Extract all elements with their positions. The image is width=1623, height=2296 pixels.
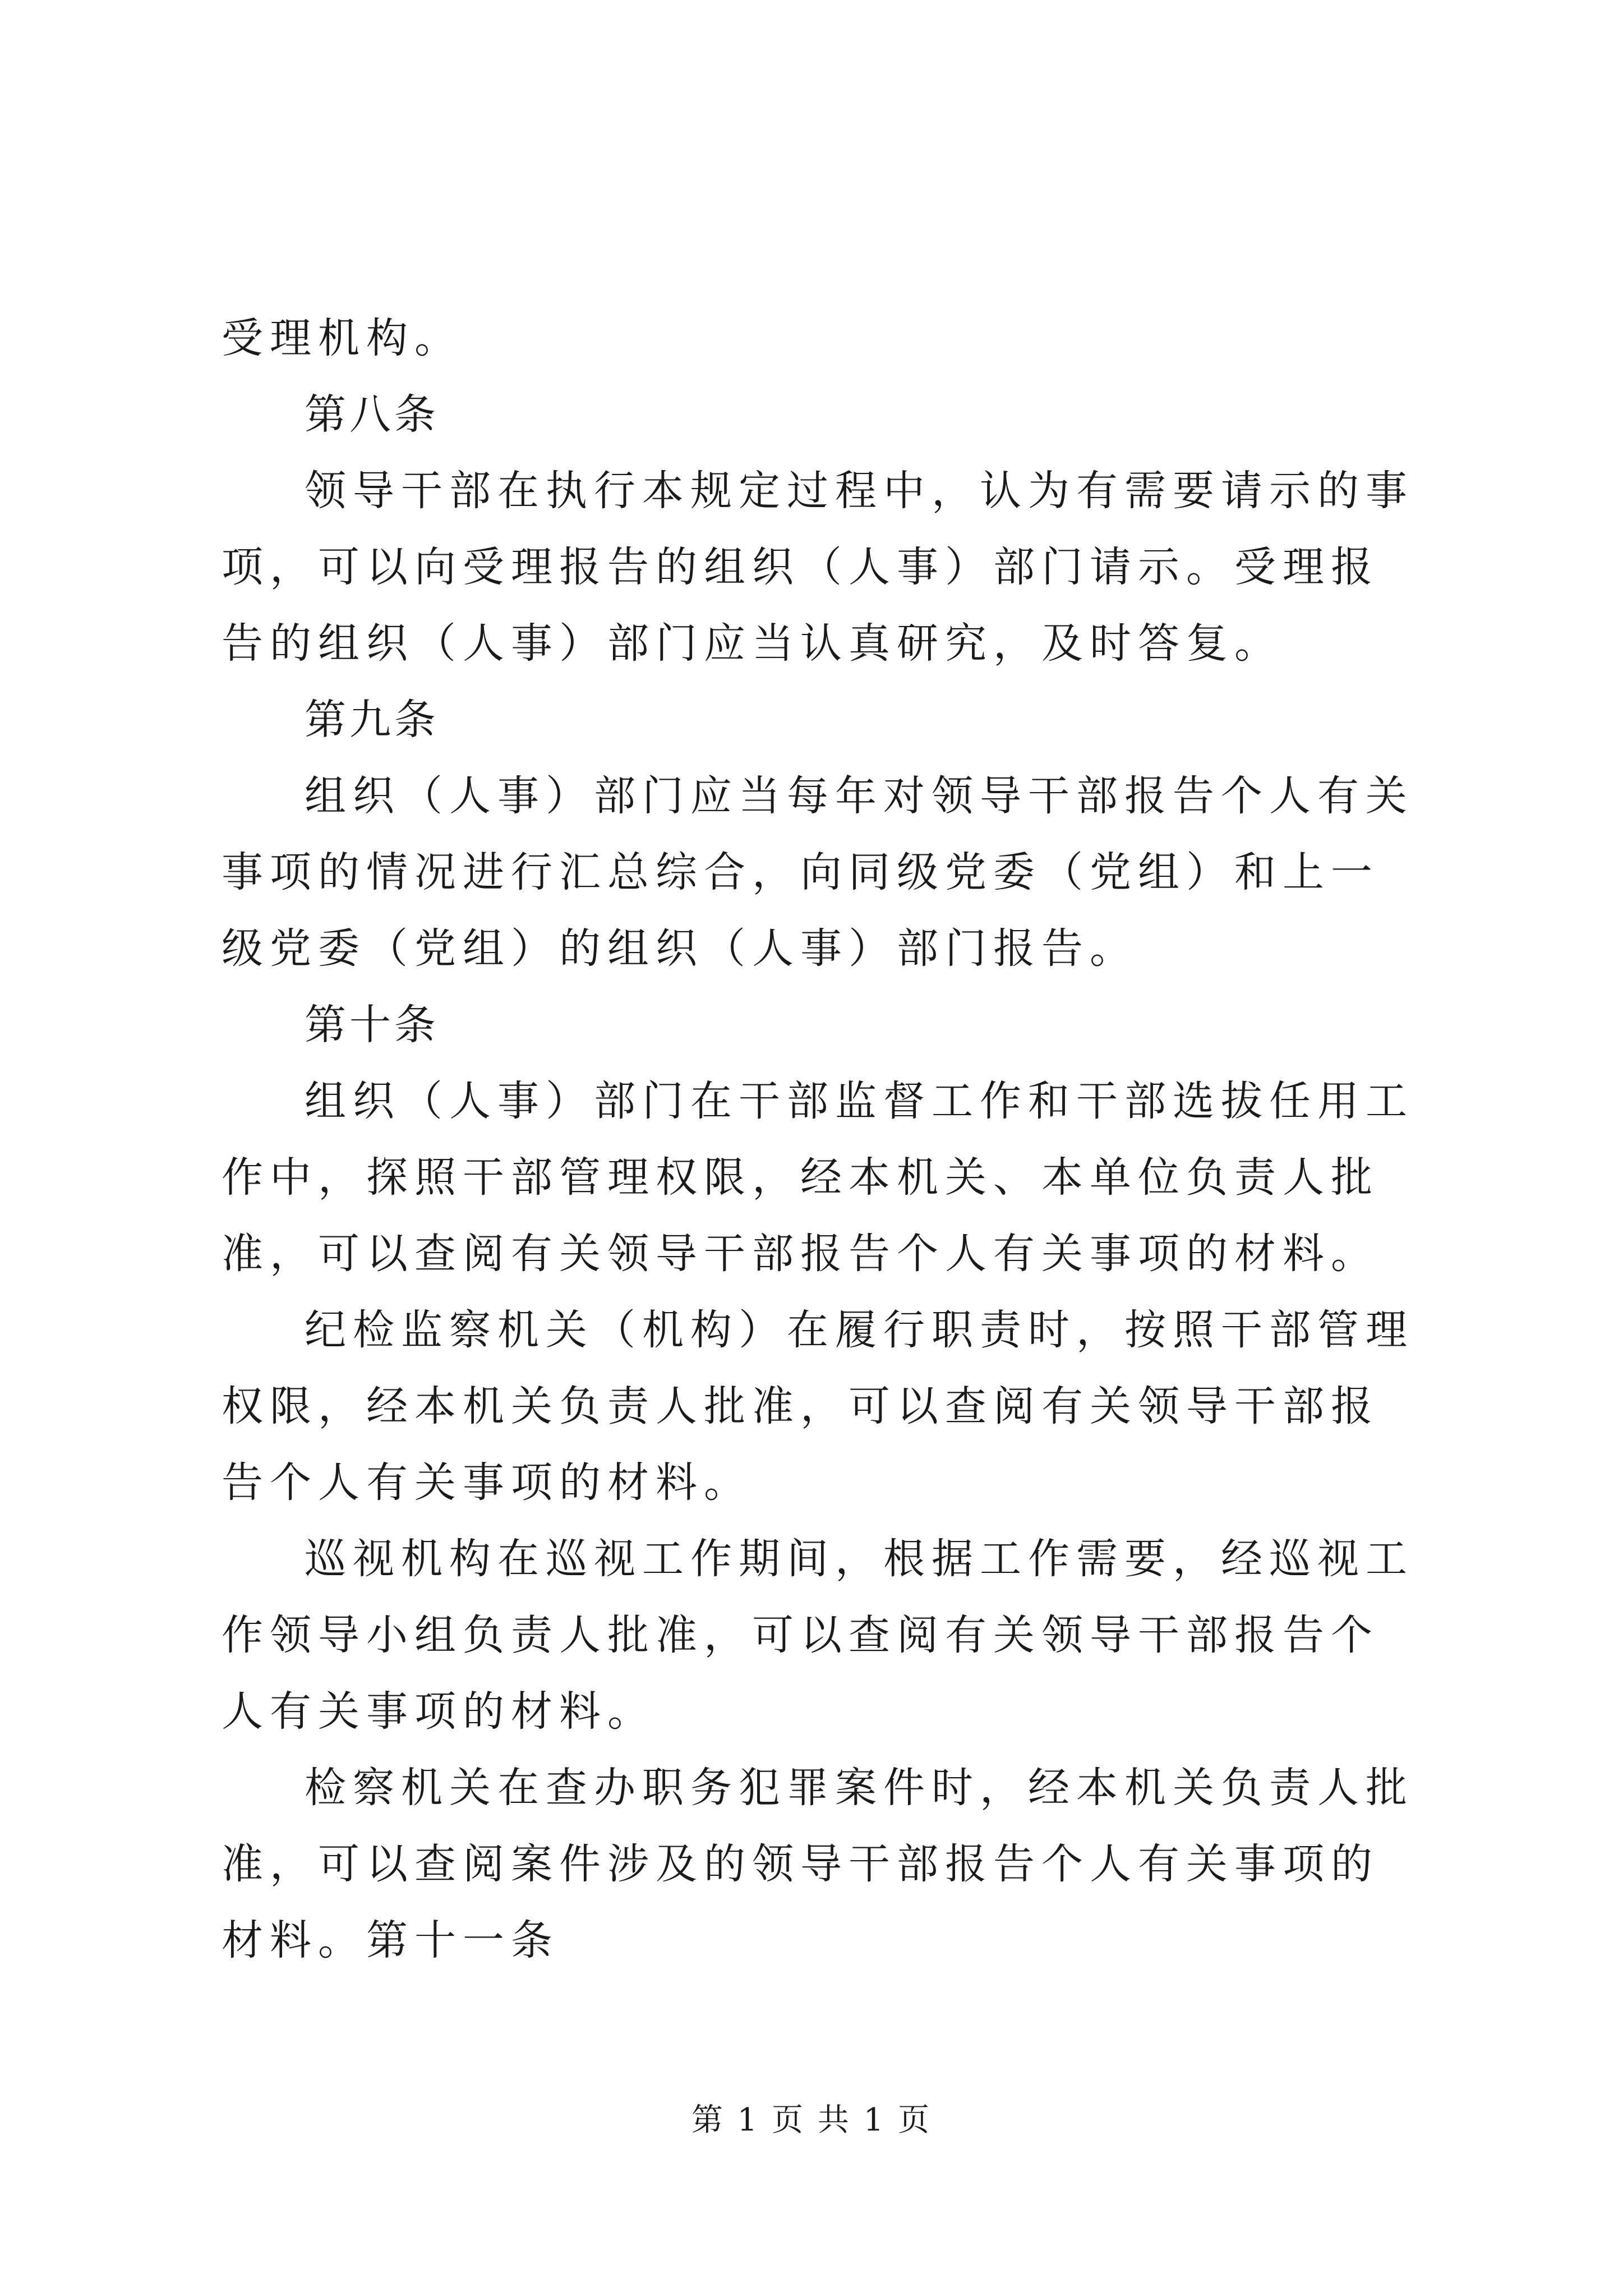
document-body (222, 300, 1422, 1978)
paragraph-article-9: 组织（人事）部门应当每年对领导干部报告个人有关事项的情况进行汇总综合，向同级党委（党组）和上一级党委（党组）的组织（人事）部门报告。 (222, 772, 1414, 973)
page-number-footer: 第 1 页 共 1 页 (691, 2102, 932, 2138)
paragraph-article-10-procuratorate: 检察机关在查办职务犯罪案件时，经本机关负责人批准，可以查阅案件涉及的领导干部报告个人有关事项的材料。第十一条 (222, 1764, 1414, 1964)
article-heading-8: 第八条 (305, 390, 439, 439)
paragraph-article-10-discipline: 纪检监察机关（机构）在履行职责时，按照干部管理权限，经本机关负责人批准，可以查阅有关领导干部报告个人有关事项的材料。 (222, 1306, 1414, 1507)
article-heading-9: 第九条 (305, 696, 439, 744)
paragraph-article-10-inspection: 巡视机构在巡视工作期间，根据工作需要，经巡视工作领导小组负责人批准，可以查阅有关领导干部报告个人有关事项的材料。 (222, 1535, 1414, 1736)
article-heading-10: 第十条 (305, 1001, 439, 1049)
paragraph-article-10-organization: 组织（人事）部门在干部监督工作和干部选拔任用工作中，探照干部管理权限，经本机关、本单位负责人批准，可以查阅有关领导干部报告个人有关事项的材料。 (222, 1077, 1414, 1278)
paragraph-continuation: 受理机构。 (222, 314, 463, 362)
paragraph-article-8: 领导干部在执行本规定过程中，认为有需要请示的事项，可以向受理报告的组织（人事）部门请示。受理报告的组织（人事）部门应当认真研究，及时答复。 (222, 467, 1414, 668)
